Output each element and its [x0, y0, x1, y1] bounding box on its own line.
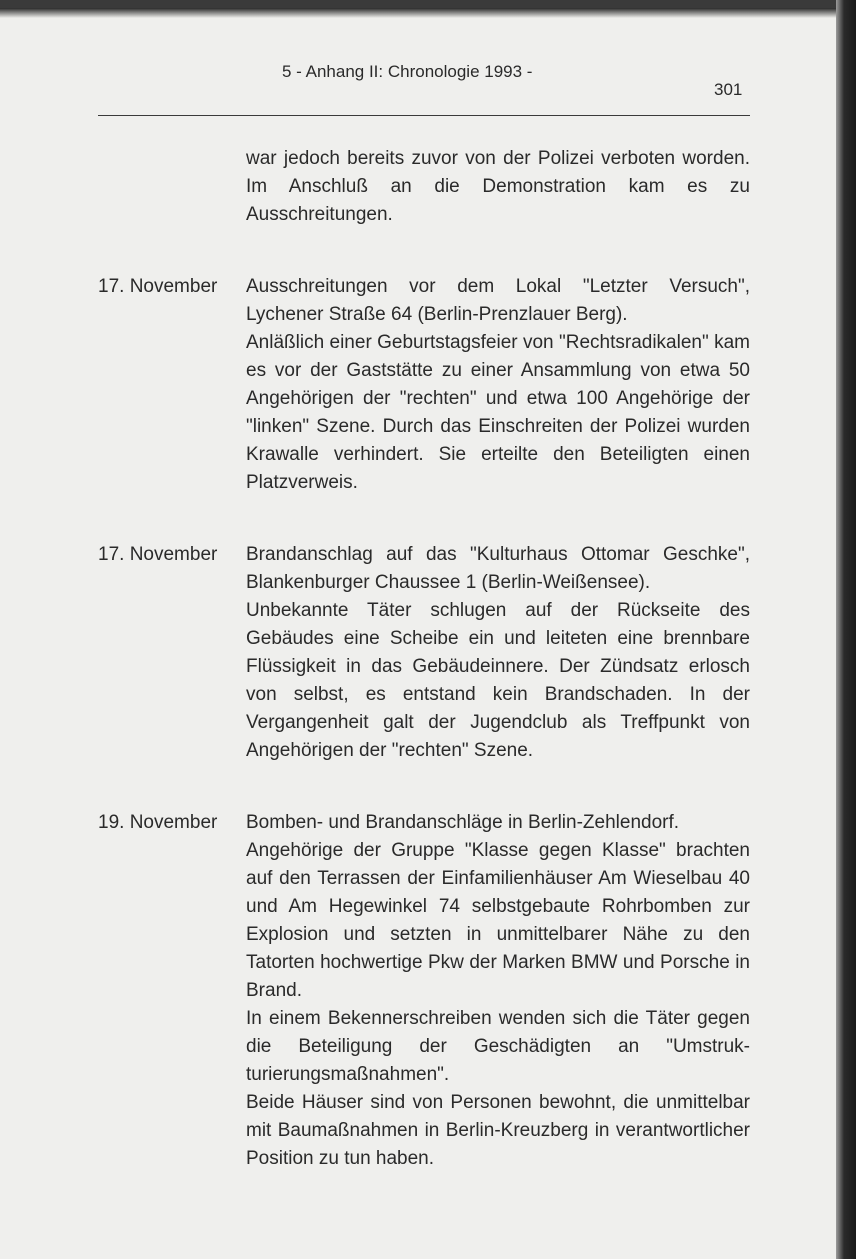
entry-date: 19. November	[98, 812, 218, 833]
entry-paragraph: In einem Bekennerschreiben wenden sich die Täter gegen die Beteiligung der Geschädigten an "Umstrukturierungsmaßnahmen".	[246, 1008, 750, 1085]
entry-date: 17. November	[98, 544, 218, 565]
entry-paragraph: Bomben- und Brandanschläge in Berlin-Zehlendorf.	[246, 812, 680, 833]
chronology-entry	[98, 541, 752, 765]
entry-paragraph: Brandanschlag auf das "Kulturhaus Ottomar Geschke", Blankenburger Chaussee 1 (Berlin-Weißensee).	[246, 544, 750, 593]
chronology-entry	[98, 145, 752, 229]
running-head: 5 - Anhang II: Chronologie 1993 -	[282, 62, 533, 81]
header-rule	[98, 115, 750, 116]
entry-paragraph: Anläßlich einer Geburtstagsfeier von "Rechtsradikalen" kam es vor der Gaststätte zu einer Ansammlung von etwa 50 Angehörigen der "rechten" und etwa 100 Angehörige der "linken" Szene. Durch das Einschreiten der Polizei wurden Krawalle verhindert. Sie erteilte den Beteiligten einen Platzverweis.	[246, 332, 750, 493]
entry-paragraph: Ausschreitungen vor dem Lokal "Letzter Versuch", Lychener Straße 64 (Berlin-Prenzlauer Berg).	[246, 276, 750, 325]
entry-body	[246, 541, 750, 765]
entry-paragraph: Unbekannte Täter schlugen auf der Rückseite des Gebäudes eine Scheibe ein und leiteten eine brennbare Flüssigkeit in das Gebäudeinnere. Der Zündsatz erlosch von selbst, es entstand kein Brandschaden. In der Vergangenheit galt der Jugendclub als Treffpunkt von Angehörigen der "rechten" Szene.	[246, 600, 750, 761]
entry-paragraph: war jedoch bereits zuvor von der Polizei verboten worden. Im Anschluß an die Demonstration kam es zu Ausschreitungen.	[246, 148, 750, 225]
chronology-entry	[98, 273, 752, 497]
chronology-entries	[98, 145, 752, 1217]
document-page	[0, 8, 836, 1259]
entry-date: 17. November	[98, 276, 218, 297]
chronology-entry	[98, 809, 752, 1173]
entry-paragraph: Beide Häuser sind von Personen bewohnt, die unmittelbar mit Baumaßnahmen in Berlin-Kreuzberg in verantwortlicher Position zu tun haben.	[246, 1092, 750, 1169]
scan-top-shadow	[0, 8, 836, 18]
page-header	[0, 58, 836, 98]
page-number: 301	[714, 80, 743, 99]
entry-body	[246, 809, 750, 1173]
entry-body	[246, 273, 750, 497]
book-spine-edge	[836, 0, 856, 1259]
entry-paragraph: Angehörige der Gruppe "Klasse gegen Klasse" brachten auf den Terrassen der Einfamilienhäuser Am Wieselbau 40 und Am Hegewinkel 74 selbstgebaute Rohrbomben zur Explosion und setzten in unmittelbarer Nähe zu den Tatorten hochwertige Pkw der Marken BMW und Porsche in Brand.	[246, 840, 750, 1001]
entry-body	[246, 145, 750, 229]
